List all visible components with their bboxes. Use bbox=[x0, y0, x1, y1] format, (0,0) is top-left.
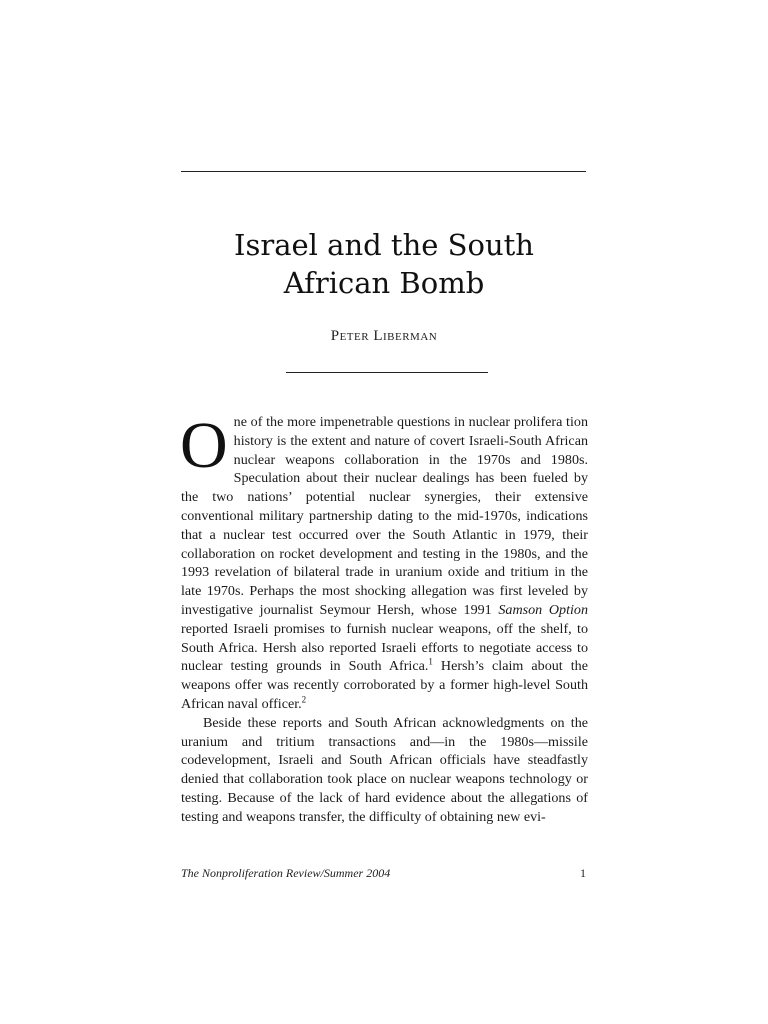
article-title bbox=[180, 226, 588, 302]
title-line-2: African Bomb bbox=[283, 266, 485, 300]
top-rule bbox=[181, 171, 586, 172]
title-line-1: Israel and the South bbox=[234, 228, 534, 262]
paragraph-1-text-c: Hersh’s claim about the weapons offer was recently corroborated by a former high-level South African naval officer. bbox=[181, 658, 588, 712]
footnote-marker-1: 1 bbox=[428, 656, 433, 667]
paragraph-1-text-b: reported Israeli promises to furnish nuclear weapons, off the shelf, to South Africa. Hersh also reported Israeli efforts to negotiate access to nuclear testing grounds in South Africa. bbox=[181, 620, 588, 675]
running-footer-journal: The Nonproliferation Review/Summer 2004 bbox=[181, 866, 391, 880]
paragraph-2: Beside these reports and South African acknowledgments on the uranium and tritium transactions and—in the 1980s—missile codevelopment, Israeli and South African officials have steadfastly denied that collaboration took place on nuclear weapons technology or testing. Because of the lack of hard evidence about the allegations of testing and weapons transfer, the difficulty of obtaining new evi- bbox=[181, 714, 588, 825]
author-rule bbox=[286, 372, 488, 373]
drop-cap: O bbox=[180, 409, 228, 482]
paragraph-1-text-a: ne of the more impenetrable questions in nuclear prolifera tion history is the extent and nature of covert Israeli-South African nuclear weapons collaboration in the 1970s and 1980s. Speculation about their nuclear dealings has been fueled by the two nations’ potential nuclear synergies, their extensive conventional military partnership dating to the mid-1970s, indications that a nuclear test occurred over the South Atlantic in 1979, their collaboration on rocket development and testing in the 1980s, and the 1993 revelation of bilateral trade in uranium oxide and tritium in the late 1970s. Perhaps the most shocking allegation was first leveled by investigative journalist Seymour Hersh, whose 1991 bbox=[181, 414, 588, 618]
article-body bbox=[180, 409, 588, 827]
book-title: Samson Option bbox=[498, 601, 588, 618]
page-number: 1 bbox=[580, 866, 586, 880]
footnote-marker-2: 2 bbox=[301, 694, 307, 705]
author-name: Peter Liberman bbox=[330, 328, 438, 344]
paragraph-1 bbox=[180, 409, 588, 714]
